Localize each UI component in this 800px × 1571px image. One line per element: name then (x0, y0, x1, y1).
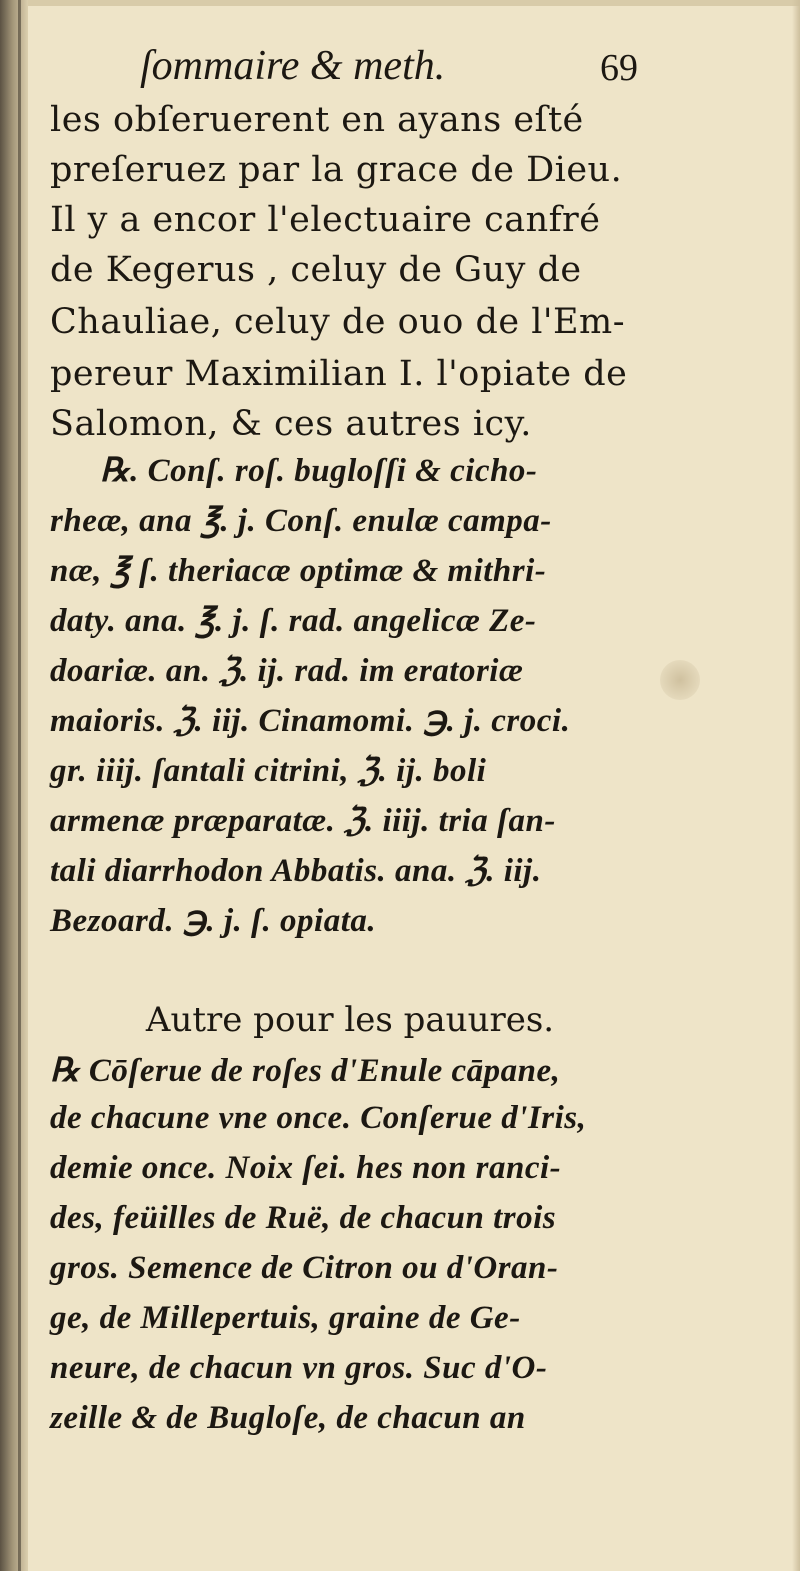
recipe-line: des, feüilles de Ruë, de chacun trois (50, 1200, 557, 1236)
recipe-line: ℞ Cōſerue de roſes d'Enule cāpane, (50, 1053, 561, 1089)
recipe-line: ge, de Millepertuis, graine de Ge- (50, 1300, 521, 1336)
text-line: les obſeruerent en ayans eſté (50, 100, 584, 140)
binding-gutter (0, 0, 28, 1571)
recipe-line: maioris. ℨ. iij. Cinamomi. ℈. j. croci. (50, 703, 571, 739)
recipe-line: demie once. Noix ſei. hes non ranci- (50, 1150, 562, 1186)
paper-stain (660, 660, 700, 700)
recipe-line: daty. ana. ℥. j. ſ. rad. angelicæ Ze- (50, 603, 537, 639)
recipe-line: de chacune vne once. Conſerue d'Iris, (50, 1100, 587, 1136)
recipe-line: neure, de chacun vn gros. Suc d'O- (50, 1350, 548, 1386)
page-number: 69 (600, 47, 638, 89)
section-heading: Autre pour les pauures. (145, 1000, 555, 1040)
recipe-line: næ, ℥ ſ. theriacæ optimæ & mithri- (50, 553, 547, 589)
recipe-line: gr. iiij. ſantali citrini, ℨ. ij. boli (50, 753, 487, 789)
recipe-line: zeille & de Bugloſe, de chacun an (50, 1400, 526, 1436)
text-line: Chauliae, celuy de ouo de l'Em- (50, 302, 626, 342)
text-line: preſeruez par la grace de Dieu. (50, 150, 623, 190)
page-right-edge (792, 0, 800, 1571)
recipe-line: Bezoard. ℈. j. ſ. opiata. (50, 903, 377, 939)
text-line: de Kegerus , celuy de Guy de (50, 250, 582, 290)
text-line: Salomon, & ces autres icy. (50, 404, 532, 444)
page-header (140, 42, 660, 102)
recipe-line: doariæ. an. ℨ. ij. rad. im eratoriæ (50, 653, 524, 689)
recipe-line: tali diarrhodon Abbatis. ana. ℨ. iij. (50, 853, 542, 889)
text-line: Il y a encor l'electuaire canfré (50, 200, 601, 240)
recipe-line: ℞. Conſ. roſ. bugloſſi & cicho- (100, 453, 538, 489)
running-title: ſommaire & meth. (140, 43, 446, 89)
page-top-edge (0, 0, 800, 6)
recipe-line: rheæ, ana ℥. j. Conſ. enulæ campa- (50, 503, 552, 539)
text-line: pereur Maximilian I. l'opiate de (50, 354, 628, 394)
binding-line (18, 0, 21, 1571)
recipe-line: gros. Semence de Citron ou d'Oran- (50, 1250, 559, 1286)
recipe-line: armenæ præparatæ. ℨ. iiij. tria ſan- (50, 803, 556, 839)
